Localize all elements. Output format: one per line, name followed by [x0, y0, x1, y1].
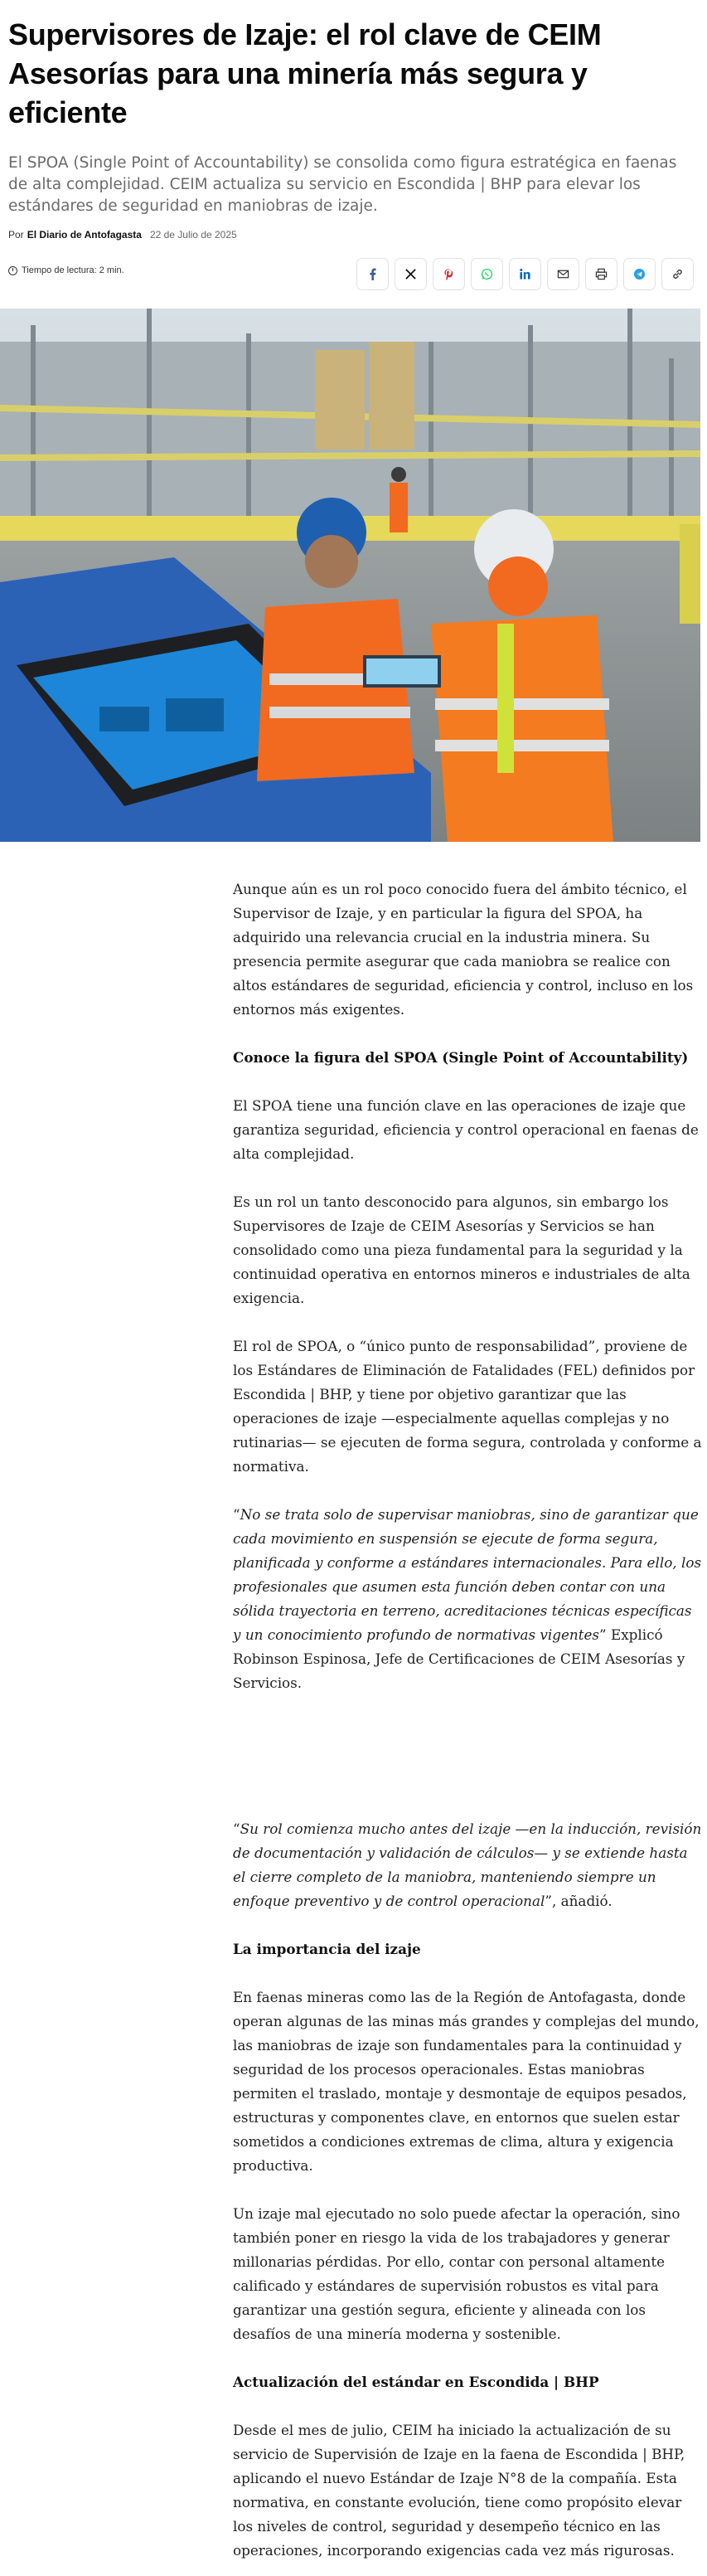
paragraph: Un izaje mal ejecutado no solo puede afectar la operación, sino también poner en riesgo la vida de los trabajadores y generar millonarias pérdidas. Por ello, contar con personal altamente calificado y estándares de supervisión robustos es vital para garantizar una gestión segura, eficiente y alineada con los desafíos de una minería moderna y sostenible. — [233, 2205, 680, 2342]
mail-icon — [557, 268, 569, 280]
share-x-button[interactable] — [395, 258, 427, 290]
quote-attribution: ”, añadió. — [545, 1893, 613, 1909]
whatsapp-icon — [481, 268, 493, 280]
share-copy-link-button[interactable] — [661, 258, 694, 290]
telegram-icon — [633, 268, 646, 280]
embed-spacer — [233, 1719, 702, 1817]
quote-attribution: ” Explicó Robinson Espinosa, Jefe de Certificaciones de CEIM Asesorías y Servicios. — [233, 1626, 685, 1691]
share-linkedin-button[interactable] — [509, 258, 541, 290]
paragraph: En faenas mineras como las de la Región de Antofagasta, donde operan algunas de las minas más grandes y complejas del mundo, las maniobras de izaje son fundamentales para la continuidad y seguridad de los procesos operacionales. Estas maniobras permiten el traslado, montaje y desmontaje de equipos pesados, estructuras y componentes clave, en entornos que suelen estar sometidos a condiciones extremas de clima, altura y exigencia productiva. — [233, 1989, 700, 2174]
hero-photo — [0, 309, 700, 842]
quote-open: “ — [233, 1820, 240, 1837]
quote-paragraph — [233, 1817, 702, 1913]
pinterest-icon — [443, 268, 455, 280]
share-telegram-button[interactable] — [623, 258, 656, 290]
clock-icon — [8, 266, 17, 275]
paragraph: Aunque aún es un rol poco conocido fuera del ámbito técnico, el Supervisor de Izaje, y en particular la figura del SPOA, ha adquirido una relevancia crucial en la industria minera. Su presencia permite asegurar que cada maniobra se realice con altos estándares de seguridad, eficiencia y control, incluso en los entornos más exigentes. — [233, 881, 694, 1018]
link-icon — [671, 268, 684, 280]
quote-text: No se trata solo de supervisar maniobras, sino de garantizar que cada movimiento en suspensión se ejecute de forma segura, planificada y conforme a estándares internacionales. Para ello, los profesionales que asumen esta función deben contar con una sólida trayectoria en terreno, acreditaciones técnicas específicas y un conocimiento profundo de normativas vigentes — [233, 1506, 702, 1643]
section-heading: La importancia del izaje — [233, 1941, 421, 1957]
paragraph: El rol de SPOA, o “único punto de responsabilidad”, proviene de los Estándares de Eliminación de Fatalidades (FEL) definidos por Escondida | BHP, y tiene por objetivo garantizar que las operaciones de izaje —especialmente aquellas complejas y no rutinarias— se ejecuten de forma segura, controlada y conforme a normativa. — [233, 1338, 702, 1475]
quote-paragraph — [233, 1503, 702, 1695]
reading-time — [8, 265, 124, 275]
paragraph: Es un rol un tanto desconocido para algunos, sin embargo los Supervisores de Izaje de CEIM Asesorías y Servicios se han consolidado como una pieza fundamental para la seguridad y la continuidad operativa en entornos mineros e industriales de alta exigencia. — [233, 1193, 690, 1306]
article-lead: El SPOA (Single Point of Accountability) se consolida como figura estratégica en faenas de alta complejidad. CEIM actualiza su servicio en Escondida | BHP para elevar los estándares de seguridad en maniobras de izaje. — [8, 154, 677, 215]
section-heading: Conoce la figura del SPOA (Single Point of Accountability) — [233, 1049, 689, 1066]
paragraph: El SPOA tiene una función clave en las operaciones de izaje que garantiza seguridad, eficiencia y control operacional en faenas de alta complejidad. — [233, 1097, 699, 1162]
x-icon — [404, 268, 417, 280]
quote-text: Su rol comienza mucho antes del izaje —en la inducción, revisión de documentación y validación de cálculos— y se extiende hasta el cierre completo de la maniobra, manteniendo siempre un enfoque preventivo y de control operacional — [233, 1820, 702, 1909]
paragraph: Desde el mes de julio, CEIM ha iniciado la actualización de su servicio de Supervisión de Izaje en la faena de Escondida | BHP, aplicando el nuevo Estándar de Izaje N°8 de la compañía. Esta normativa, en constante evolución, tiene como propósito elevar los niveles de control, seguridad y desempeño técnico en las operaciones, incorporando exigencias cada vez más rigurosas. — [233, 2422, 685, 2559]
share-facebook-button[interactable] — [356, 258, 389, 290]
share-email-button[interactable] — [547, 258, 579, 290]
quote-open: “ — [233, 1506, 240, 1523]
article-body — [233, 877, 702, 2576]
publish-date: 22 de Julio de 2025 — [149, 229, 237, 241]
reading-time-label: Tiempo de lectura: 2 min. — [22, 265, 124, 275]
linkedin-icon — [519, 268, 531, 280]
print-icon — [595, 268, 608, 280]
share-bar — [356, 258, 694, 290]
share-pinterest-button[interactable] — [433, 258, 465, 290]
share-print-button[interactable] — [585, 258, 617, 290]
share-whatsapp-button[interactable] — [471, 258, 503, 290]
article-headline: Supervisores de Izaje: el rol clave de CEIM Asesorías para una minería más segura y eficiente — [8, 17, 602, 129]
facebook-icon — [366, 268, 379, 280]
section-heading: Actualización del estándar en Escondida | BHP — [233, 2374, 599, 2390]
byline — [8, 229, 237, 241]
byline-prefix: Por — [8, 229, 24, 241]
author-link[interactable]: El Diario de Antofagasta — [27, 229, 142, 241]
